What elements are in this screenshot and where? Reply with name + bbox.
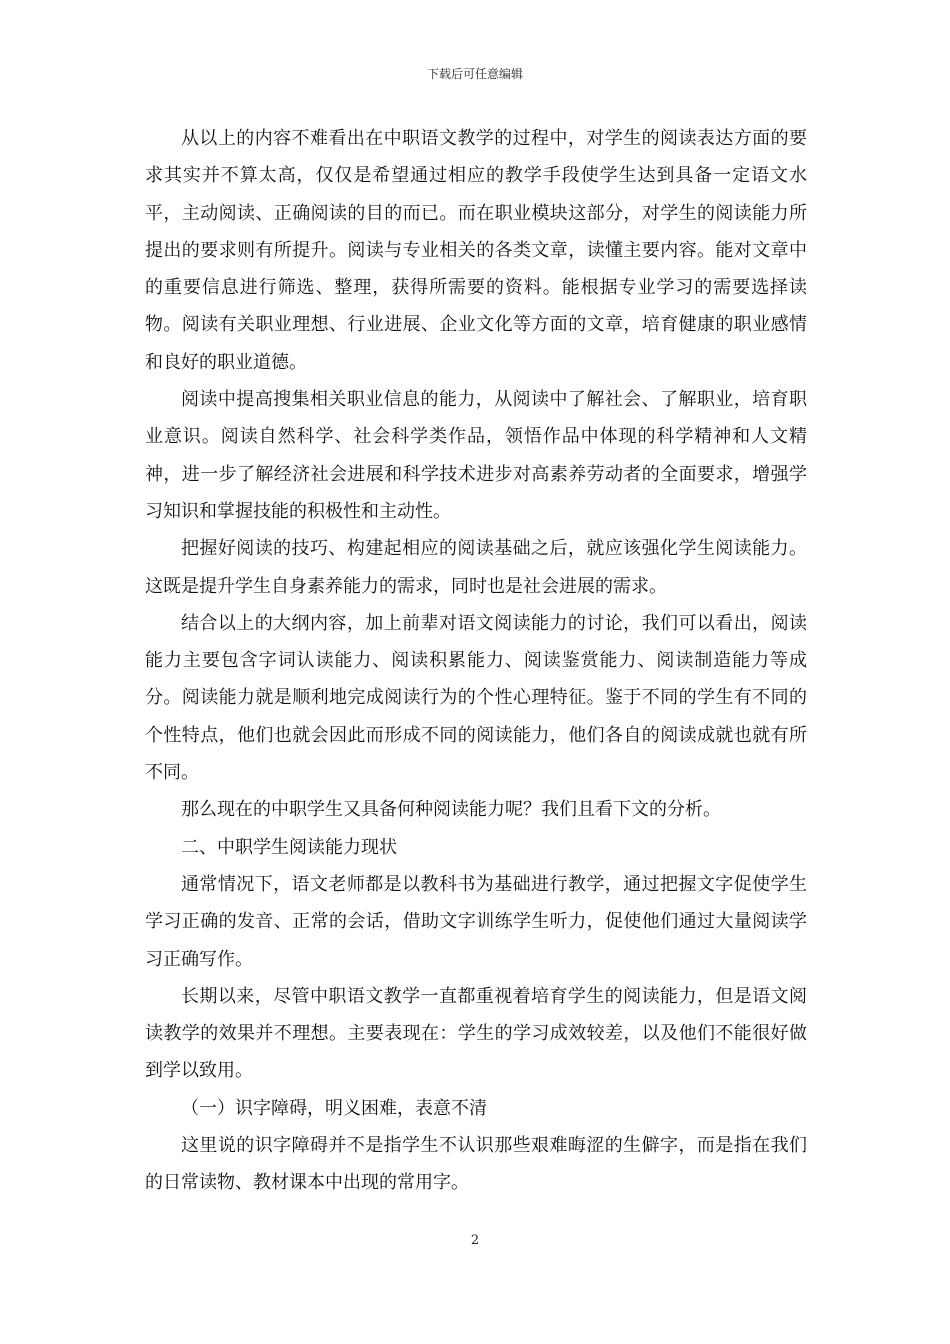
paragraph-5: 那么现在的中职学生又具备何种阅读能力呢？我们且看下文的分析。 <box>181 799 721 821</box>
paragraph-6: 通常情况下，语文老师都是以教科书为基础进行教学，通过把握文字促使学生学习正确的发音、正常的会话，借助文字训练学生听力，促使他们通过大量阅读学习正确写作。 <box>145 873 807 970</box>
paragraph-4: 结合以上的大纲内容，加上前辈对语文阅读能力的讨论，我们可以看出，阅读能力主要包含字词认读能力、阅读积累能力、阅读鉴赏能力、阅读制造能力等成分。阅读能力就是顺利地完成阅读行为的个性心理特征。鉴于不同的学生有不同的个性特点，他们也就会因此而形成不同的阅读能力，他们各自的阅读成就也就有所不同。 <box>145 612 807 784</box>
paragraph-3: 把握好阅读的技巧、构建起相应的阅读基础之后，就应该强化学生阅读能力。这既是提升学生自身素养能力的需求，同时也是社会进展的需求。 <box>145 538 807 597</box>
paragraph-1: 从以上的内容不难看出在中职语文教学的过程中，对学生的阅读表达方面的要求其实并不算太高，仅仅是希望通过相应的教学手段使学生达到具备一定语文水平，主动阅读、正确阅读的目的而已。而在职业模块这部分，对学生的阅读能力所提出的要求则有所提升。阅读与专业相关的各类文章，读懂主要内容。能对文章中的重要信息进行筛选、整理，获得所需要的资料。能根据专业学习的需要选择读物。阅读有关职业理想、行业进展、企业文化等方面的文章，培育健康的职业感情和良好的职业道德。 <box>145 128 807 373</box>
page-header: 下载后可任意编辑 <box>426 67 523 81</box>
paragraph-2: 阅读中提高搜集相关职业信息的能力，从阅读中了解社会、了解职业，培育职业意识。阅读自然科学、社会科学类作品，领悟作品中体现的科学精神和人文精神，进一步了解经济社会进展和科学技术进步对高素养劳动者的全面要求，增强学习知识和掌握技能的积极性和主动性。 <box>145 389 807 522</box>
paragraph-7: 长期以来，尽管中职语文教学一直都重视着培育学生的阅读能力，但是语文阅读教学的效果并不理想。主要表现在：学生的学习成效较差，以及他们不能很好做到学以致用。 <box>145 985 807 1082</box>
subsection-heading-1: （一）识字障碍，明义困难，表意不清 <box>181 1097 487 1119</box>
page-number: 2 <box>470 1233 480 1248</box>
paragraph-8: 这里说的识字障碍并不是指学生不认识那些艰难晦涩的生僻字，而是指在我们的日常读物、教材课本中出现的常用字。 <box>145 1135 807 1194</box>
document-body <box>145 120 807 1202</box>
section-heading-2: 二、中职学生阅读能力现状 <box>181 836 397 858</box>
